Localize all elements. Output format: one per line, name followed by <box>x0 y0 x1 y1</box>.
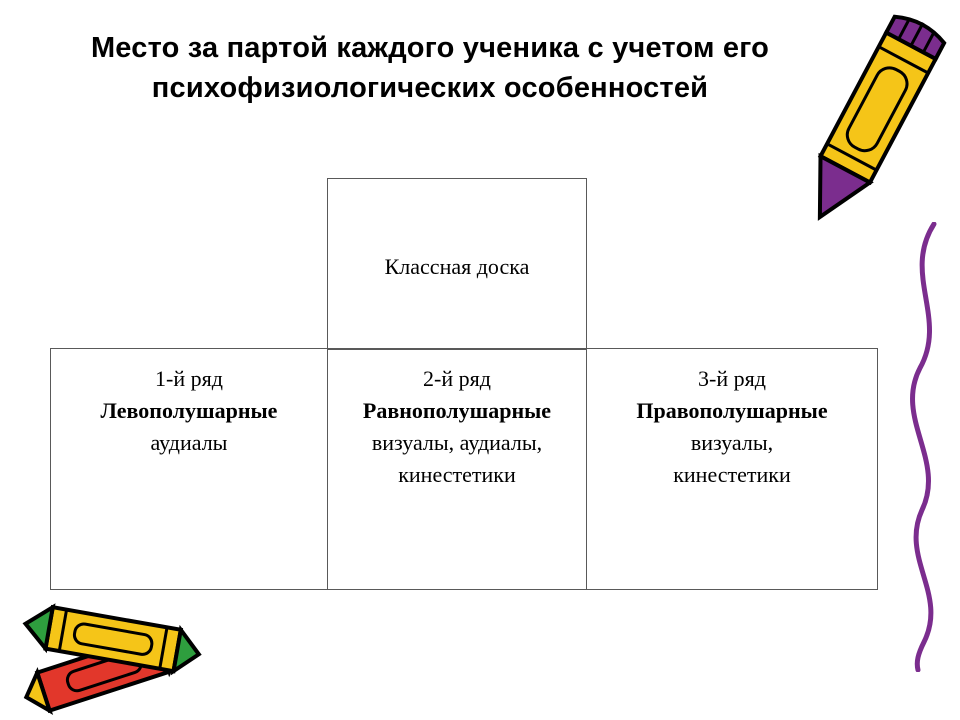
blackboard-box <box>327 178 587 350</box>
row-box-2 <box>327 348 587 590</box>
page-title-line-2: психофизиологических особенностей <box>151 72 709 105</box>
row-1-description: аудиалы <box>150 429 228 455</box>
row-3-description-line-1: визуалы, <box>690 429 774 455</box>
row-1-type: Левополушарные <box>100 397 278 423</box>
page-title-line-1: Место за партой каждого ученика с учетом его <box>90 32 770 64</box>
row-3-description-line-2: кинестетики <box>673 461 791 487</box>
squiggle-line-icon <box>890 222 960 672</box>
row-box-3 <box>586 348 878 590</box>
row-2-number: 2-й ряд <box>423 366 491 391</box>
row-3-number: 3-й ряд <box>698 366 766 391</box>
crayon-icon <box>790 4 960 244</box>
blackboard-label: Классная доска <box>384 254 530 279</box>
row-2-description-line-2: кинестетики <box>398 461 516 487</box>
row-box-1 <box>50 348 328 590</box>
row-2-description-line-1: визуалы, аудиалы, <box>371 429 543 455</box>
page-title <box>60 28 800 108</box>
row-1-number: 1-й ряд <box>155 366 223 391</box>
row-3-type: Правополушарные <box>636 397 828 423</box>
row-2-type: Равнополушарные <box>362 397 552 423</box>
crayon-icon <box>0 578 230 720</box>
